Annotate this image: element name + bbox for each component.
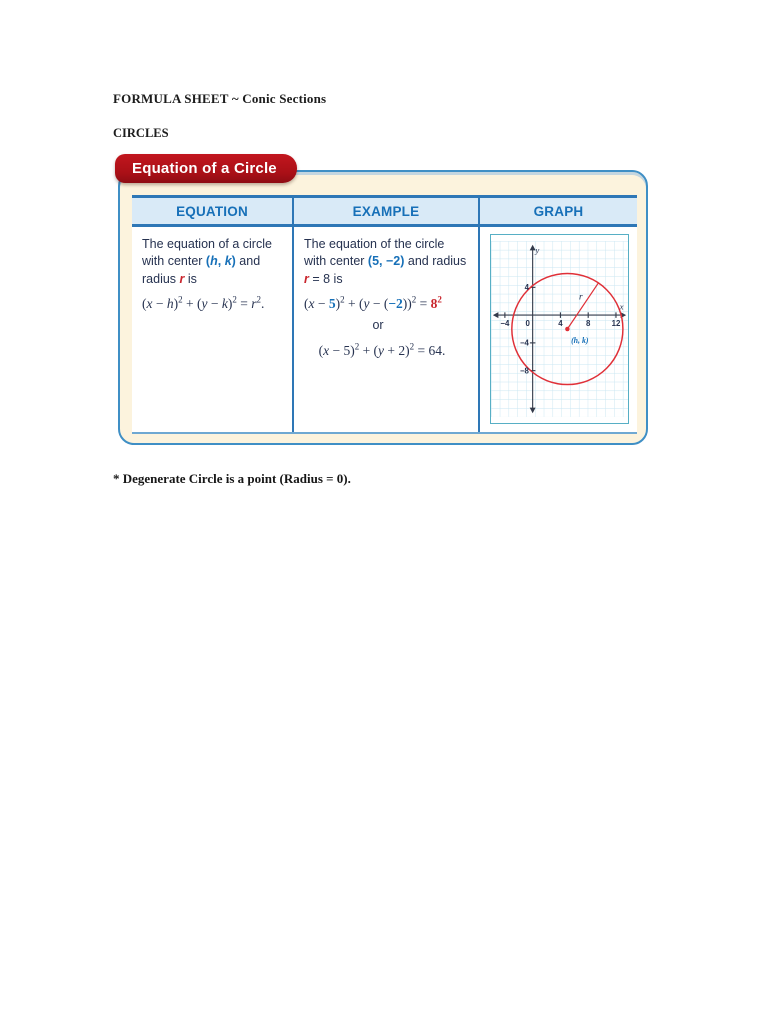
x-tick-label-4: 4 xyxy=(558,319,563,329)
example-formula-2: $(x - 5)^2 + (y + 2)^2 = 64$. xyxy=(318,341,446,358)
table-header-row xyxy=(132,195,637,227)
example-formula-1: $(x - 5)^2 + (y - (-2))^2 = 8^2$ xyxy=(304,294,442,311)
x-tick-label-12: 12 xyxy=(611,319,621,329)
equation-table xyxy=(132,195,637,434)
equation-callout-box xyxy=(118,160,648,445)
radius-label: r xyxy=(578,292,583,303)
table-header-example: EXAMPLE xyxy=(292,198,478,224)
example-cell-text: The equation of the circle with center (5, −2) and radius r = 8 is xyxy=(304,237,467,286)
y-axis-label: y xyxy=(535,245,540,256)
or-label: or xyxy=(372,318,384,333)
table-header-graph: GRAPH xyxy=(478,198,637,224)
y-tick-label-4: 4 xyxy=(524,283,529,293)
x-tick-label-0: 0 xyxy=(525,319,530,329)
equation-formula: $(x - h)^2 + (y - k)^2 = r^2$. xyxy=(142,294,265,311)
table-body-row xyxy=(132,227,637,434)
y-tick-label-neg4: −4 xyxy=(519,338,529,348)
table-header-equation: EQUATION xyxy=(176,203,248,219)
graph-cell xyxy=(478,227,637,432)
x-tick-label-neg4: −4 xyxy=(500,319,510,329)
graph-figure xyxy=(490,234,629,424)
example-cell xyxy=(292,227,478,432)
equation-cell xyxy=(132,227,292,432)
x-tick-label-8: 8 xyxy=(586,319,591,329)
page-title: FORMULA SHEET ~ Conic Sections xyxy=(113,91,327,106)
center-point xyxy=(565,327,569,331)
footnote: * Degenerate Circle is a point (Radius = 0). xyxy=(113,471,351,486)
equation-cell-text: The equation of a circle with center (h, k) and radius r is xyxy=(142,237,272,286)
section-heading: CIRCLES xyxy=(113,126,169,140)
x-axis-label: x xyxy=(619,301,624,312)
callout-ribbon: Equation of a Circle xyxy=(115,154,297,183)
center-label: (h, k) xyxy=(571,335,589,345)
y-tick-label-neg8: −8 xyxy=(519,366,529,376)
